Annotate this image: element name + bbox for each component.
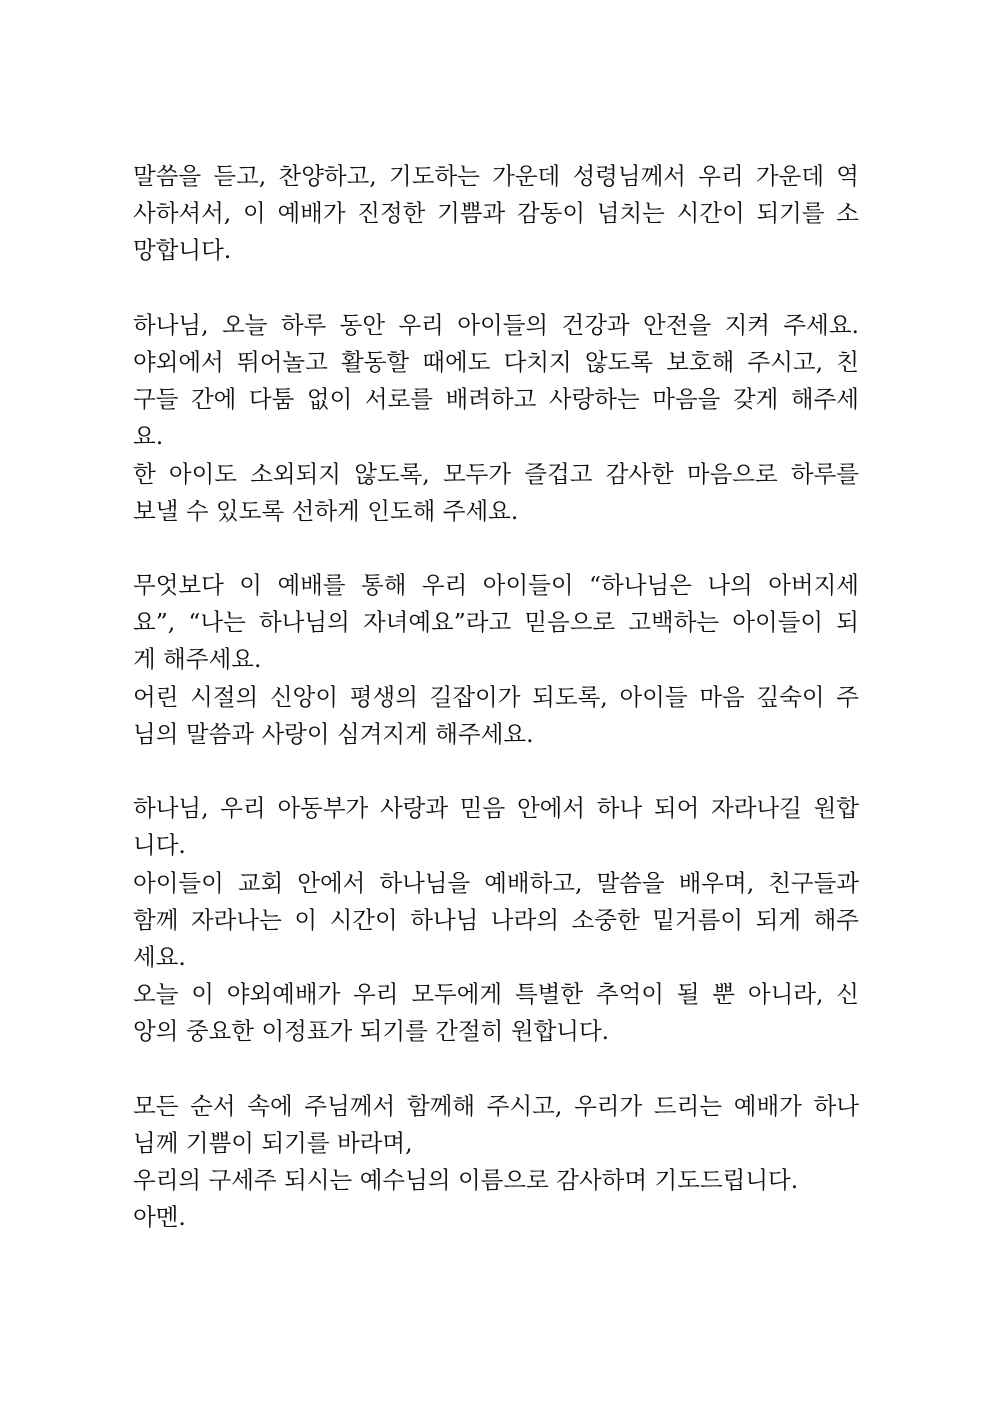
text-line: 니다. — [133, 831, 186, 860]
text-line: 어린 시절의 신앙이 평생의 길잡이가 되도록, 아이들 마음 깊숙이 주 — [133, 682, 859, 711]
text-line: 보낼 수 있도록 선하게 인도해 주세요. — [133, 496, 519, 525]
paragraph — [133, 158, 859, 270]
text-line: 말씀을 듣고, 찬양하고, 기도하는 가운데 성령님께서 우리 가운데 역 — [133, 162, 859, 190]
prayer-text-body — [133, 158, 859, 1274]
text-line: 아멘. — [133, 1203, 186, 1232]
text-line: 구들 간에 다툼 없이 서로를 배려하고 사랑하는 마음을 갖게 해주세 — [133, 385, 859, 414]
text-line: 하나님, 오늘 하루 동안 우리 아이들의 건강과 안전을 지켜 주세요. — [133, 310, 859, 339]
text-line: 함께 자라나는 이 시간이 하나님 나라의 소중한 밑거름이 되게 해주 — [133, 905, 859, 934]
paragraph — [133, 1088, 859, 1237]
text-line: 사하셔서, 이 예배가 진정한 기쁨과 감동이 넘치는 시간이 되기를 소 — [133, 199, 859, 228]
text-line: 우리의 구세주 되시는 예수님의 이름으로 감사하며 기도드립니다. — [133, 1166, 799, 1195]
text-line: 님께 기쁨이 되기를 바라며, — [133, 1128, 413, 1157]
paragraph — [133, 307, 859, 530]
text-line: 하나님, 우리 아동부가 사랑과 믿음 안에서 하나 되어 자라나길 원합 — [133, 794, 859, 823]
text-line: 요. — [133, 422, 164, 451]
text-line: 게 해주세요. — [133, 645, 262, 674]
paragraph — [133, 790, 859, 1050]
text-line: 무엇보다 이 예배를 통해 우리 아이들이 “하나님은 나의 아버지세 — [133, 571, 859, 600]
text-line: 야외에서 뛰어놀고 활동할 때에도 다치지 않도록 보호해 주시고, 친 — [133, 347, 859, 376]
text-line: 세요. — [133, 942, 186, 971]
text-line: 아이들이 교회 안에서 하나님을 예배하고, 말씀을 배우며, 친구들과 — [133, 868, 859, 897]
paragraph — [133, 567, 859, 753]
text-line: 망합니다. — [133, 236, 232, 265]
text-line: 한 아이도 소외되지 않도록, 모두가 즐겁고 감사한 마음으로 하루를 — [133, 459, 859, 488]
text-line: 요”, “나는 하나님의 자녀예요”라고 믿음으로 고백하는 아이들이 되 — [133, 608, 859, 637]
text-line: 님의 말씀과 사랑이 심겨지게 해주세요. — [133, 719, 534, 748]
text-line: 오늘 이 야외예배가 우리 모두에게 특별한 추억이 될 뿐 아니라, 신 — [133, 980, 859, 1009]
text-line: 앙의 중요한 이정표가 되기를 간절히 원합니다. — [133, 1017, 610, 1046]
text-line: 모든 순서 속에 주님께서 함께해 주시고, 우리가 드리는 예배가 하나 — [133, 1091, 859, 1120]
